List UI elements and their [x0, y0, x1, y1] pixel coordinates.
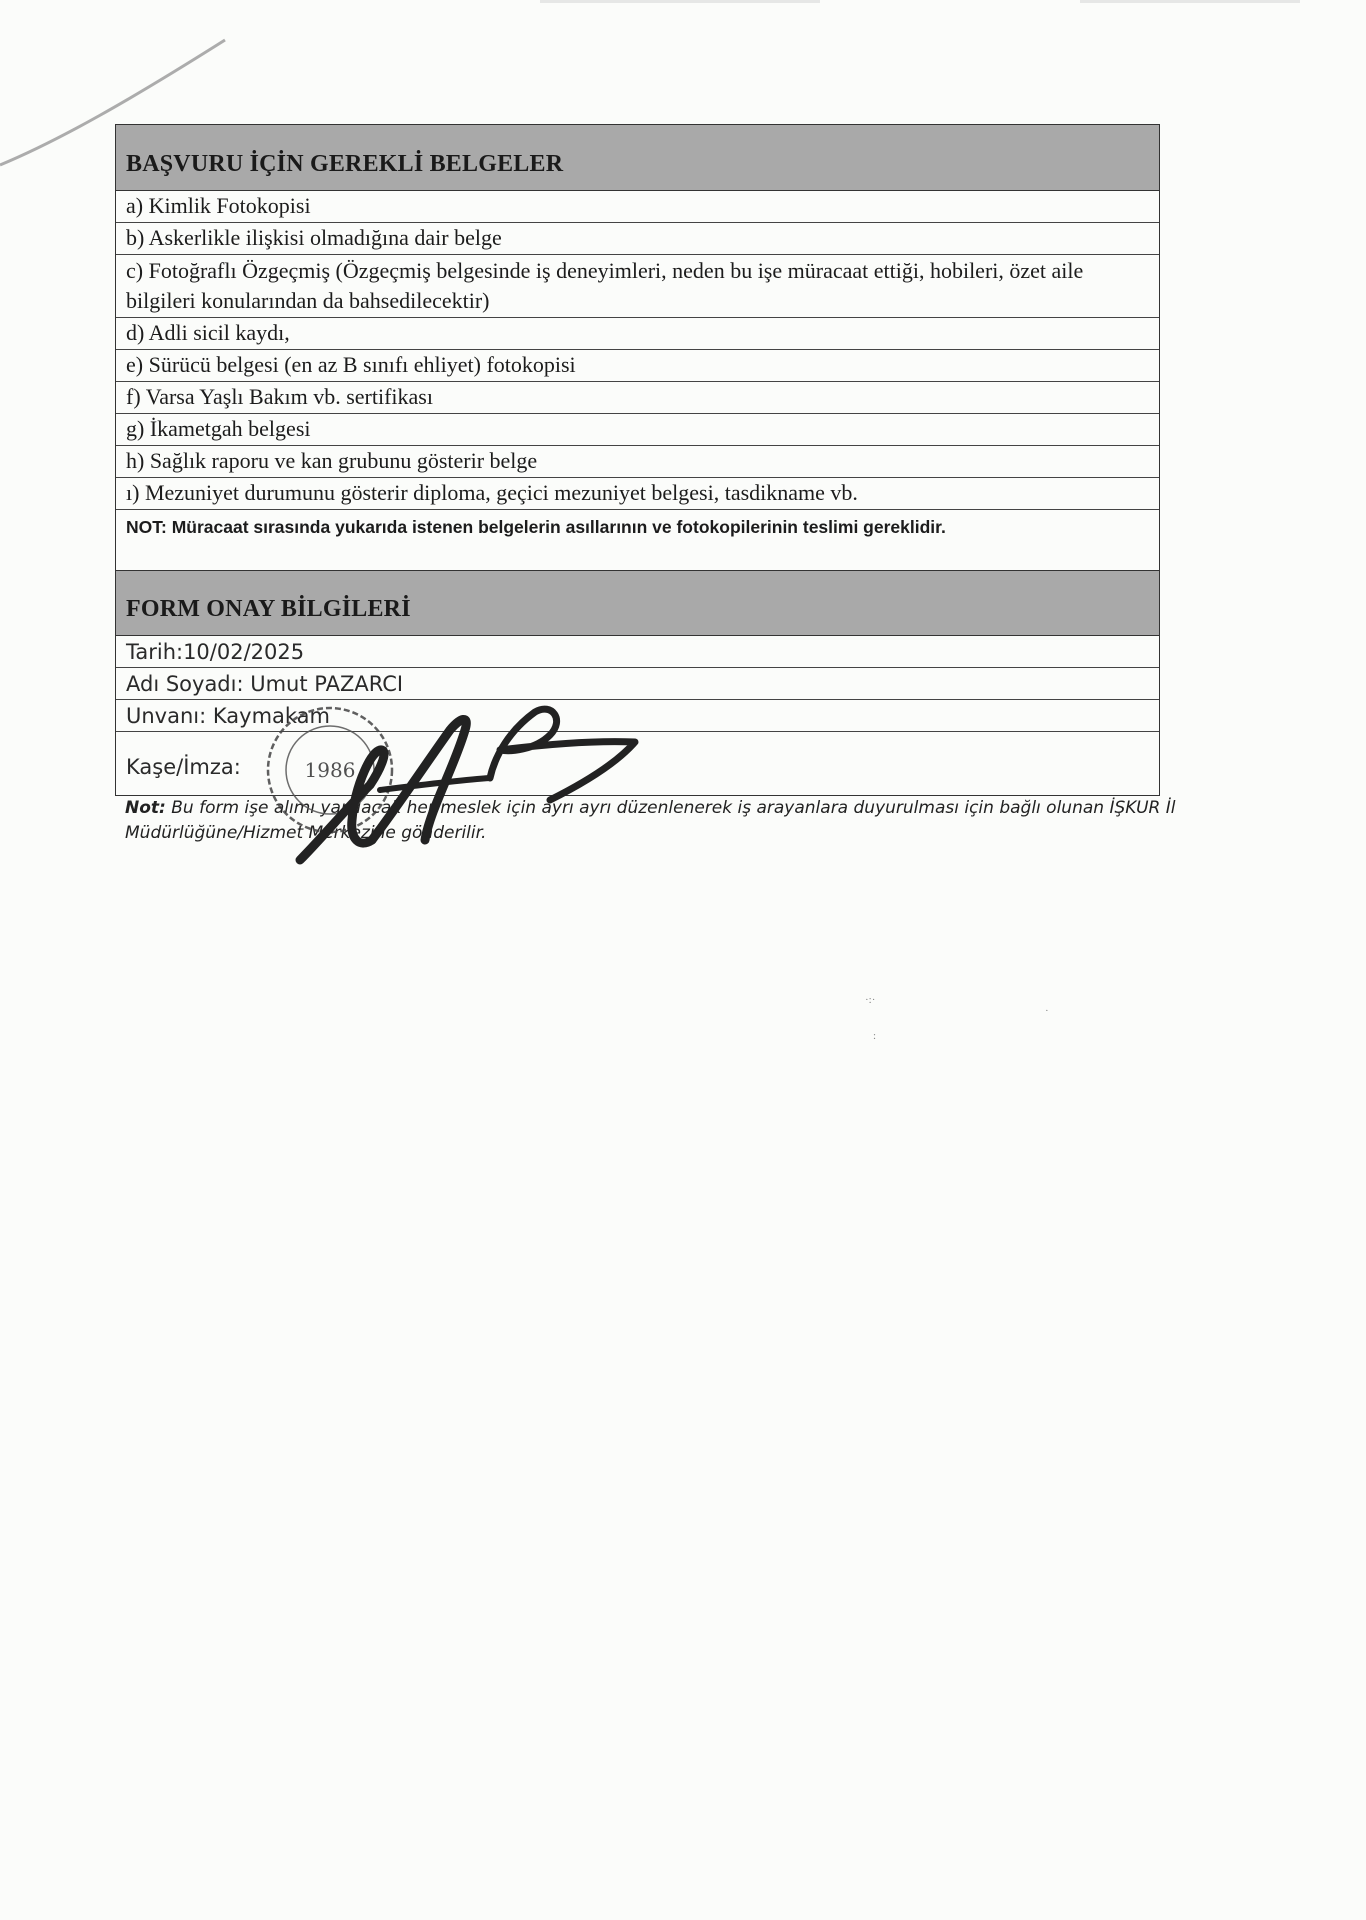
- document-item: c) Fotoğraflı Özgeçmiş (Özgeçmiş belgesinde iş deneyimleri, neden bu işe müracaat ettiği, hobileri, özet aile bilgileri konularından da bahsedilecektir): [116, 255, 1159, 318]
- document-item: e) Sürücü belgesi (en az B sınıfı ehliyet) fotokopisi: [116, 350, 1159, 382]
- document-item: d) Adli sicil kaydı,: [116, 318, 1159, 350]
- approval-name: Adı Soyadı: Umut PAZARCI: [116, 668, 1159, 700]
- scan-edge-speck: [540, 0, 820, 3]
- form-approval-header: FORM ONAY BİLGİLERİ: [116, 570, 1159, 636]
- approval-date: Tarih:10/02/2025: [116, 636, 1159, 668]
- required-documents-header: BAŞVURU İÇİN GEREKLİ BELGELER: [116, 125, 1159, 191]
- scan-edge-speck: [1080, 0, 1300, 3]
- document-item: b) Askerlikle ilişkisi olmadığına dair belge: [116, 223, 1159, 255]
- approval-signature-label: Kaşe/İmza:: [126, 755, 241, 779]
- footnote: [125, 796, 1185, 846]
- footnote-label: Not:: [125, 798, 166, 818]
- document-item: h) Sağlık raporu ve kan grubunu gösterir belge: [116, 446, 1159, 478]
- scan-speck: ·: [1045, 1005, 1049, 1017]
- document-item: f) Varsa Yaşlı Bakım vb. sertifikası: [116, 382, 1159, 414]
- scan-speck: ·:·: [865, 994, 876, 1006]
- document-item: ı) Mezuniyet durumunu gösterir diploma, geçici mezuniyet belgesi, tasdikname vb.: [116, 478, 1159, 510]
- form-table: [115, 124, 1160, 796]
- stamp-number: 1986: [304, 758, 356, 782]
- footnote-text: Bu form işe alımı yapılacak her meslek için ayrı ayrı düzenlenerek iş arayanlara duyurulması için bağlı olunan İŞKUR İl Müdürlüğüne/Hizmet Merkezine gönderilir.: [125, 798, 1176, 843]
- approval-title: Unvanı: Kaymakam: [116, 700, 1159, 732]
- scan-speck: :: [873, 1030, 877, 1042]
- document-item: g) İkametgah belgesi: [116, 414, 1159, 446]
- documents-note: NOT: Müracaat sırasında yukarıda istenen belgelerin asıllarının ve fotokopilerinin teslimi gereklidir.: [126, 517, 946, 537]
- document-item: a) Kimlik Fotokopisi: [116, 191, 1159, 223]
